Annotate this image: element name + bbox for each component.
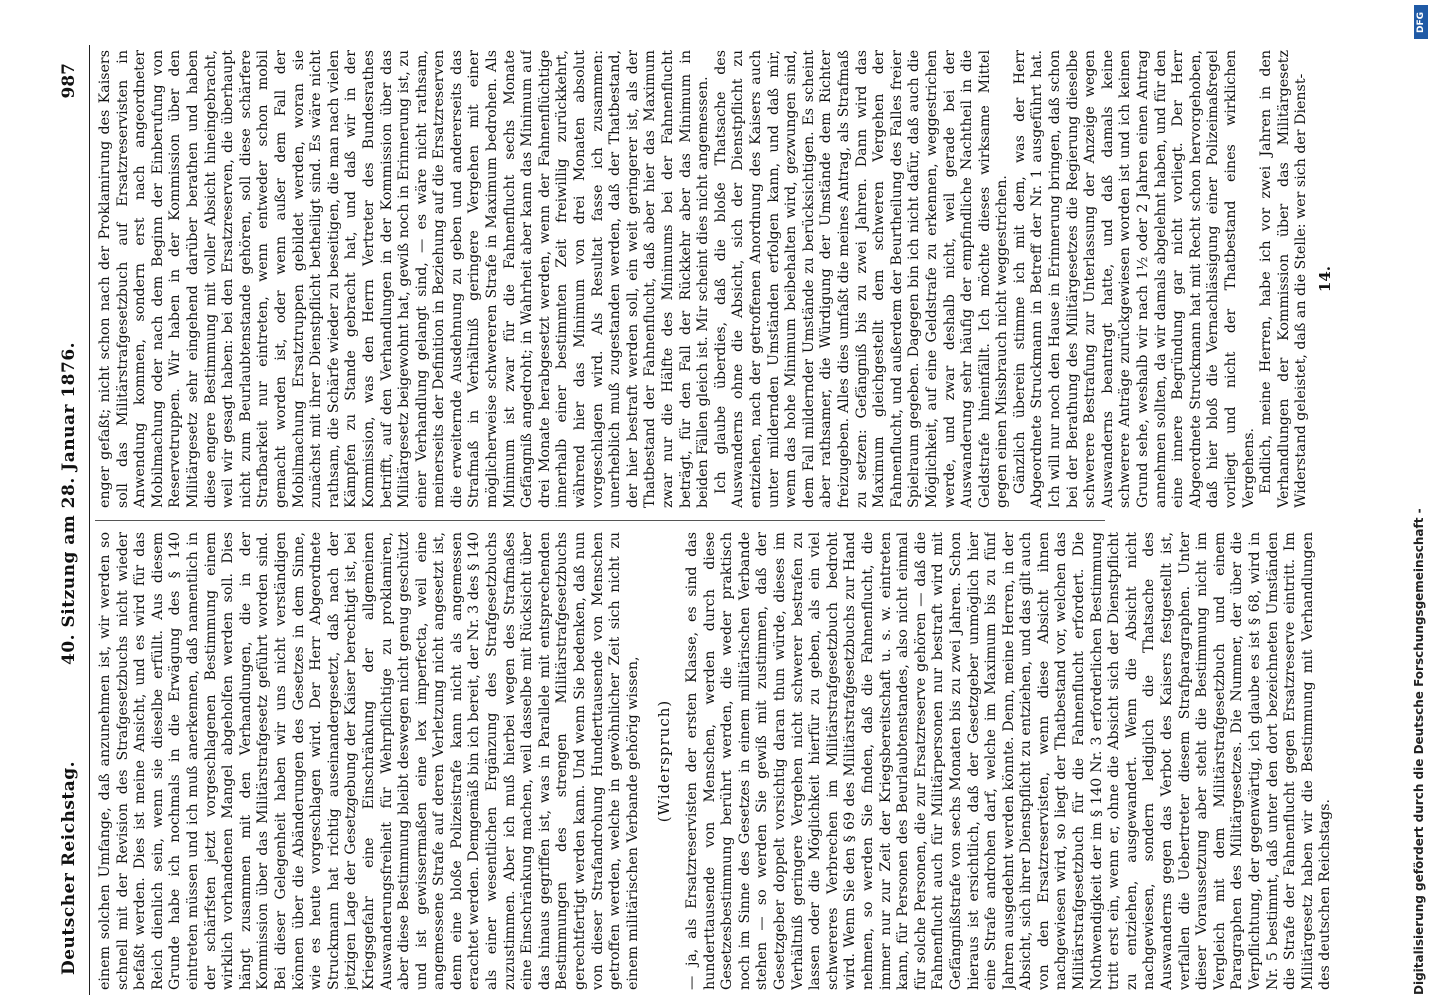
paragraph: Gänzlich überein stimme ich mit dem, was der Herr Abgeordnete Struckmann in Betreff der Nr. 1 ausgeführt hat. Ich will nur noch den Hause in Erinnerung bringen, daß schon bei der Berathung des Militärgesetzes die Regierung dieselbe schwerere Bestrafung zur Unterlassung der Anzeige wegen Auswanderns beantragt hatte, und daß damals keine schwerere Anträge zurückgewiesen worden ist und ich keinen Grund sehe, weshalb wir nach 1½ oder 2 Jahren einen Antrag annehmen sollten, da wir damals abgelehnt haben, und für den eine innere Begründung gar nicht vorliegt. Der Herr Abgeordnete Struckmann hat mit Recht schon hervorgehoben, daß hier bloß die Vernachlässigung einer Polizeimaßregel vorliegt und nicht der Thatbestand eines wirklichen Vergehens. bbox=[1011, 50, 1257, 508]
paragraph: Ich glaube überdies, daß die bloße Thatsache des Auswanderns ohne die Absicht, sich der Dienstpflicht zu entziehen, nach der getroffenen Anordnung des Kaisers auch unter mildernden Umständen erfolgen kann, und daß mir, wenn das hohe Minimum beibehalten wird, gezwungen sind, dem Fall mildernder Umstände zu berücksichtigen. Es scheint aber rathsamer, die Würdigung der Umstände dem Richter freizugeben. Alles dies umfaßt die meines Antrag, als Strafmaß zu setzen: Gefängniß bis zu zwei Jahren. Dann wird das Maximum gleichgestellt dem schweren Vergehen der Fahnenflucht, und außerdem der Beurtheilung des Falles freier Spielraum gegeben. Dagegen bin ich nicht dafür, daß auch die Möglichkeit, auf eine Geldstrafe zu erkennen, weggestrichen werde, und zwar deshalb nicht, weil gerade bei der Auswanderung sehr häufig der empfindliche Nachtheil in die Geldstrafe hineinfällt. Ich möchte dieses wirksame Mittel gegen einen Missbrauch nicht weggestrichen. bbox=[712, 50, 1011, 508]
publication-title: Deutscher Reichstag. bbox=[59, 760, 79, 975]
digitization-note: Digitalisierung gefördert durch die Deutsche Forschungsgemeinschaft - bbox=[1412, 508, 1426, 995]
column-divider bbox=[95, 520, 1105, 521]
right-text-column bbox=[97, 50, 1393, 508]
paragraph: enger gefaßt; nicht schon nach der Proklamirung des Kaisers soll das Militärstrafgesetzbuch auf Ersatzreservisten in Anwendung kommen, sondern erst nach angeordneter Mobilmachung oder nach dem Beginn der Einberufung von Reservetruppen. Wir haben in der Kommission über den Militärgesetz sehr eingehend darüber berathen und haben diese engere Bestimmung mit voller Absicht hineingebracht, weil wir gesagt haben: bei den Ersatzreserven, die überhaupt nicht zum Beurlaubtenstande gehören, soll diese schärfere Strafbarkeit nur eintreten, wenn entweder schon mobil gemacht worden ist, oder wenn außer dem Fall der Mobilmachung Ersatztruppen gebildet werden, woran sie zunächst mit ihrer Dienstpflicht betheiligt sind. Es wäre nicht rathsam, die Schärfe wieder zu beseitigen, die man nach vielen Kämpfen zu Stande gebracht hat, und daß wir in der Kommission, was den Herrn Vertreter des Bundesrathes betrifft, auf den Verhandlungen in der Kommission über das Militärgesetz beigewohnt hat, gewiß noch in Erinnerung ist, zu einer Verhandlung gelangt sind, — es wäre nicht rathsam, meinerseits der Definition in Beziehung auf die Ersatzreserven die erweiternde Ausdehnung zu geben und andererseits das Strafmaß in Verhältniß geringere Vergehen mit einer möglicherweise schwereren Strafe in Maximum bedrohen. Als Minimum ist zwar für die Fahnenflucht sechs Monate Gefängniß angedroht; in Wahrheit aber kann das Minimum auf drei Monate herabgesetzt werden, wenn der Fahnenflüchtige innerhalb einer bestimmten Zeit freiwillig zurückkehrt, während hier das Minimum von drei Monaten absolut vorgeschlagen wird. Als Resultat fasse ich zusammen: unerheblich muß zugestanden werden, daß der Thatbestand, der hier bestraft werden soll, ein weit geringerer ist, als der Thatbestand der Fahnenflucht, daß aber hier das Maximum zwar nur die Hälfte des Minimums bei der Fahnenflucht beträgt, für den Fall der Rückkehr aber das Minimum in beiden Fällen gleich ist. Mir scheint dies nicht angemessen. bbox=[97, 50, 712, 508]
paragraph: — ja, als Ersatzreservisten der ersten Klasse, es sind das hunderttausende von Menschen, werden durch diese Gesetzesbestimmung berührt werden, die weder praktisch noch im Sinne des Gesetzes in einem militärischen Verbande stehen — so werden Sie gewiß mit zustimmen, daß der Gesetzgeber doppelt vorsichtig daran thun würde, dieses im Verhältniß geringere Vergehen nicht schwerer bestrafen zu lassen oder die Möglichkeit hierfür zu geben, als ein viel schwereres Verbrechen im Militärstrafgesetzbuch bedroht wird. Wenn Sie den § 69 des Militärstrafgesetzbuchs zur Hand nehmen, so werden Sie finden, daß die Fahnenflucht, die immer nur zur Zeit der Kriegsbereitschaft u. s. w. eintreten kann, für Personen des Beurlaubtenstandes, also nicht einmal für solche Personen, die zur Ersatzreserve gehören — daß die Fahnenflucht auch für Militärpersonen nur bestraft wird mit Gefängnißstrafe von sechs Monaten bis zu zwei Jahren. Schon hieraus ist ersichtlich, daß der Gesetzgeber unmöglich hier eine Strafe androhen darf, welche im Maximum bis zu fünf Jahren ausgedehnt werden könnte. Denn, meine Herren, in der Absicht, sich ihrer Dienstpflicht zu entziehen, und das gilt auch von den Ersatzreservisten, wenn diese Absicht ihnen nachgewiesen wird, so liegt der Thatbestand vor, welchen das Militärstrafgesetzbuch für die Fahnenflucht erfordert. Die Nothwendigkeit der im § 140 Nr. 3 erforderlichen Bestimmung tritt erst ein, wenn er, ohne die Absicht sich der Dienstpflicht zu entziehen, ausgewandert. Wenn die Absicht nicht nachgewiesen, sondern lediglich die Thatsache des Auswanderns gegen das Verbot des Kaisers festgestellt ist, verfallen die Uebertreter diesem Strafparagraphen. Unter dieser Voraussetzung aber steht die Bestimmung nicht im Vergleich mit dem Militärstrafgesetzbuch und einem Paragraphen des Militärgesetzes. Die Nummer, der über die Verpflichtung, der gegenwärtig, ich glaube es ist § 68, wird in Nr. 5 bestimmt, daß unter den dort bezeichneten Umständen die Strafe der Fahnenflucht gegen Ersatzreserve eintritt. Im Militärgesetz haben wir die Bestimmung mit Verhandlungen des deutschen Reichstags. bbox=[684, 532, 1334, 990]
interjection: (Widerspruch) bbox=[655, 699, 674, 823]
paragraph: einem solchen Umfange, daß anzunehmen ist, wir werden so schnell mit der Revision des Strafgesetzbuchs nicht wieder befaßt werden. Dies ist meine Ansicht, und es wird für das Reich dienlich sein, wenn sie dieselbe erfüllt. Aus diesem Grunde habe ich nochmals in die Erwägung des § 140 eintreten müssen und ich muß anerkennen, daß namentlich in der schärfsten jetzt vorgeschlagenen Bestimmung einem wirklich vorhandenen Mangel abgeholfen werden soll. Dies hängt zusammen mit den Verhandlungen, die in der Kommission über das Militärstrafgesetz geführt worden sind. Bei dieser Gelegenheit haben wir uns nicht verständigen können über die Abänderungen des Gesetzes in dem Sinne, wie es heute vorgeschlagen wird. Der Herr Abgeordnete Struckmann hat richtig auseinandergesetzt, daß nach der jetzigen Lage der Gesetzgebung der Kaiser berechtigt ist, bei Kriegsgefahr eine Einschränkung der allgemeinen Auswanderungsfreiheit für Wehrpflichtige zu proklamiren, aber diese Bestimmung bleibt deswegen nicht genug geschützt und ist gewissermaßen eine lex imperfecta, weil eine angemessene Strafe auf deren Verletzung nicht angesetzt ist, denn eine bloße Polizeistrafe kann nicht als angemessen erachtet werden. Demgemäß bin ich bereit, der Nr. 3 des § 140 als einer wesentlichen Ergänzung des Strafgesetzbuchs zuzustimmen. Aber ich muß hierbei wegen des Strafmaßes eine Einschränkung machen, weil dasselbe mit Rücksicht über das hinaus gegriffen ist, was in Parallele mit entsprechenden Bestimmungen des strengen Militärstrafgesetzbuchs gerechtfertigt werden kann. Und wenn Sie bedenken, daß nun von dieser Strafandrohung Hunderttausende von Menschen getroffen werden, welche in gewöhnlicher Zeit sich nicht zu einem militärischen Verbande gehörig wissen, bbox=[97, 532, 641, 990]
dfg-logo: DFG bbox=[1414, 5, 1428, 39]
page-number: 987 bbox=[59, 63, 79, 99]
signature-mark: 14. bbox=[1315, 265, 1334, 293]
session-title: 40. Sitzung am 28. Januar 1876. bbox=[59, 341, 79, 665]
paragraph: Endlich, meine Herren, habe ich vor zwei Jahren in den Verhandlungen der Kommission über das Militärgesetz Widerstand geleistet, daß an die Stelle: wer sich der Dienst- bbox=[1258, 50, 1310, 508]
document-page bbox=[55, 40, 1400, 1000]
left-text-column bbox=[97, 532, 1393, 990]
page-header bbox=[55, 45, 90, 995]
